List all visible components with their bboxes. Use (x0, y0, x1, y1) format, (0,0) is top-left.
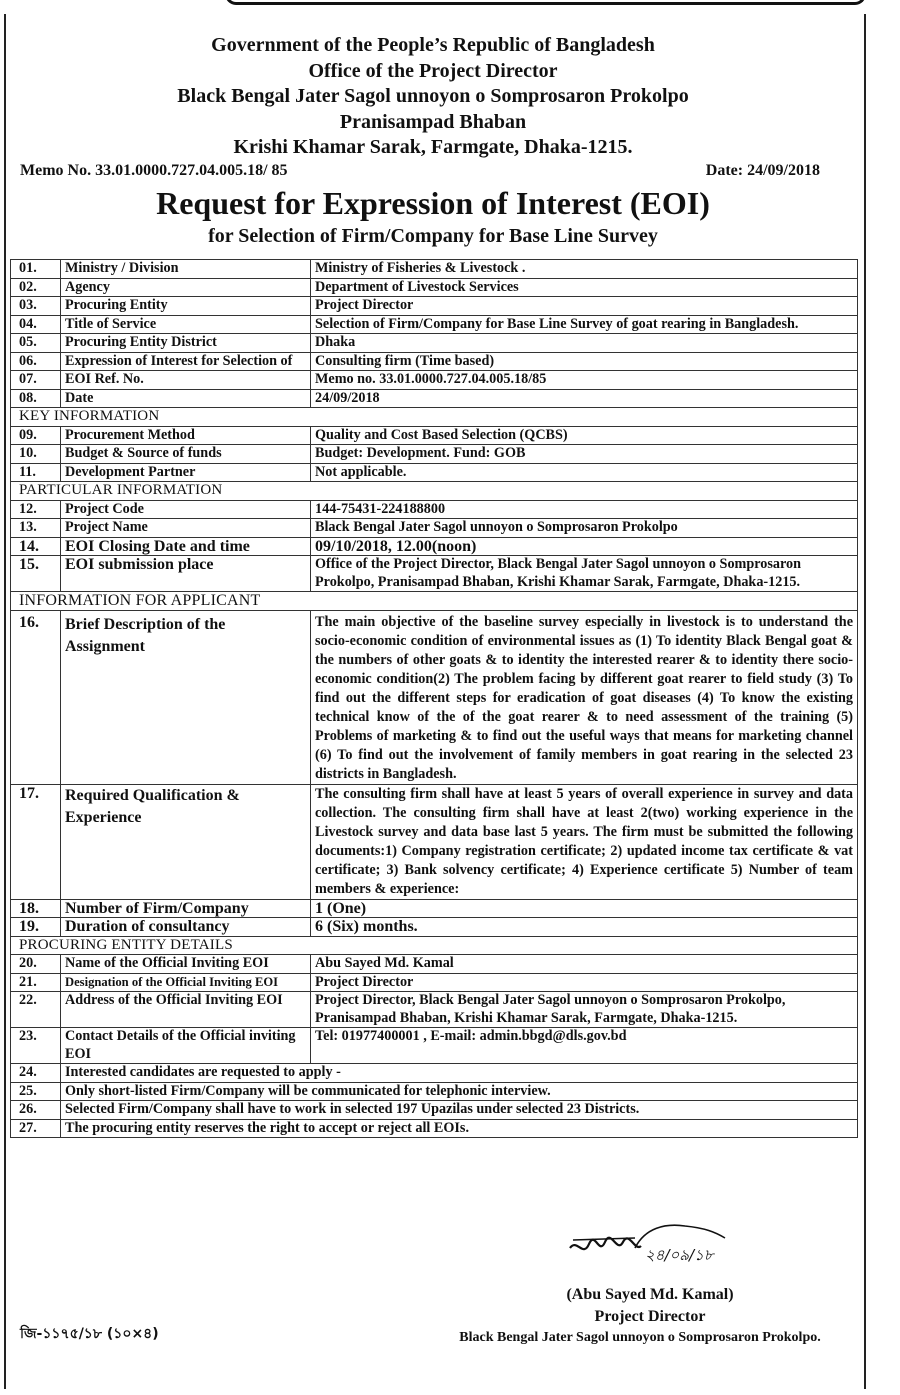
row-number: 10. (11, 445, 61, 464)
table-row (11, 315, 858, 334)
row-label: Title of Service (61, 315, 311, 334)
table-row (11, 1119, 858, 1138)
header-project: Black Bengal Jater Sagol unnoyon o Somprosaron Prokolpo (177, 85, 689, 107)
row-number: 15. (11, 556, 61, 592)
row-value: 6 (Six) months. (311, 918, 858, 937)
row-label: Development Partner (61, 463, 311, 482)
row-value: The consulting firm shall have at least 5 years of overall experience in survey and data collection. The consulting firm shall have at least 2(two) working experience in the Livestock survey and data base last 5 years. The firm must be submitted the following documents:1) Company registration certificate; 2) updated income tax certificate & vat certificate; 3) Bank solvency certificate; 4) Experience certificate 5) Number of team members & experience: (311, 784, 858, 899)
table-row (11, 260, 858, 279)
table-row (11, 1064, 858, 1083)
section-key-information: KEY INFORMATION (11, 408, 858, 427)
row-label: Name of the Official Inviting EOI (61, 955, 311, 974)
row-number: 25. (11, 1082, 61, 1101)
row-label: Procuring Entity (61, 297, 311, 316)
row-number: 26. (11, 1101, 61, 1120)
row-number: 21. (11, 973, 61, 992)
row-value: Abu Sayed Md. Kamal (311, 955, 858, 974)
row-label: Duration of consultancy (61, 918, 311, 937)
row-number: 13. (11, 519, 61, 538)
row-value: Black Bengal Jater Sagol unnoyon o Somprosaron Prokolpo (311, 519, 858, 538)
row-label: EOI Ref. No. (61, 371, 311, 390)
eoi-table (10, 259, 858, 1138)
row-value: Not applicable. (311, 463, 858, 482)
table-row (11, 556, 858, 592)
row-label: EOI submission place (61, 556, 311, 592)
row-number: 04. (11, 315, 61, 334)
section-procuring-entity-details: PROCURING ENTITY DETAILS (11, 936, 858, 955)
row-value: 24/09/2018 (311, 389, 858, 408)
row-number: 09. (11, 426, 61, 445)
note-text: Selected Firm/Company shall have to work in selected 197 Upazilas under selected 23 Districts. (61, 1101, 858, 1120)
row-number: 24. (11, 1064, 61, 1083)
row-value: Consulting firm (Time based) (311, 352, 858, 371)
row-label: Procurement Method (61, 426, 311, 445)
row-value: Selection of Firm/Company for Base Line Survey of goat rearing in Bangladesh. (311, 315, 858, 334)
header-government: Government of the People’s Republic of Bangladesh (211, 34, 655, 56)
table-row (11, 426, 858, 445)
row-value: Department of Livestock Services (311, 278, 858, 297)
table-row (11, 500, 858, 519)
row-label: Ministry / Division (61, 260, 311, 279)
row-value: Memo no. 33.01.0000.727.04.005.18/85 (311, 371, 858, 390)
memo-number: Memo No. 33.01.0000.727.04.005.18/ 85 (20, 162, 288, 179)
row-value: Quality and Cost Based Selection (QCBS) (311, 426, 858, 445)
row-value: 09/10/2018, 12.00(noon) (311, 537, 858, 556)
table-row (11, 610, 858, 784)
row-number: 18. (11, 899, 61, 918)
row-number: 17. (11, 784, 61, 899)
document-subtitle: for Selection of Firm/Company for Base Line Survey (208, 225, 658, 247)
row-number: 22. (11, 992, 61, 1028)
table-row (11, 463, 858, 482)
row-number: 27. (11, 1119, 61, 1138)
row-number: 12. (11, 500, 61, 519)
row-label: Expression of Interest for Selection of (61, 352, 311, 371)
table-row (11, 784, 858, 899)
section-heading-row (11, 592, 858, 611)
table-row (11, 955, 858, 974)
table-row (11, 297, 858, 316)
row-label: Brief Description of the Assignment (61, 610, 311, 784)
row-value: Dhaka (311, 334, 858, 353)
note-text: The procuring entity reserves the right to accept or reject all EOIs. (61, 1119, 858, 1138)
table-row (11, 278, 858, 297)
row-value: Project Director (311, 973, 858, 992)
row-value: Project Director (311, 297, 858, 316)
table-row (11, 899, 858, 918)
row-value: 1 (One) (311, 899, 858, 918)
signatory-name: (Abu Sayed Md. Kamal) (566, 1286, 734, 1303)
row-number: 01. (11, 260, 61, 279)
row-value: 144-75431-224188800 (311, 500, 858, 519)
row-label: EOI Closing Date and time (61, 537, 311, 556)
table-row (11, 537, 858, 556)
note-text: Only short-listed Firm/Company will be communicated for telephonic interview. (61, 1082, 858, 1101)
row-label: Agency (61, 278, 311, 297)
row-number: 16. (11, 610, 61, 784)
section-heading-row (11, 936, 858, 955)
footer-code: জি-১১৭৫/১৮ (১০×৪) (20, 1326, 159, 1342)
section-heading-row (11, 482, 858, 501)
row-label: Required Qualification & Experience (61, 784, 311, 899)
row-label: Number of Firm/Company (61, 899, 311, 918)
row-label: Address of the Official Inviting EOI (61, 992, 311, 1028)
signatory-organization: Black Bengal Jater Sagol unnoyon o Somprosaron Prokolpo. (459, 1330, 821, 1345)
row-value: Project Director, Black Bengal Jater Sagol unnoyon o Somprosaron Prokolpo, Pranisampad Bhaban, Krishi Khamar Sarak, Farmgate, Dhaka-1215. (311, 992, 858, 1028)
row-label: Project Name (61, 519, 311, 538)
section-heading-row (11, 408, 858, 427)
memo-line (20, 162, 820, 180)
table-row (11, 918, 858, 937)
row-label: Designation of the Official Inviting EOI (61, 973, 311, 992)
row-number: 07. (11, 371, 61, 390)
row-number: 11. (11, 463, 61, 482)
table-row (11, 1028, 858, 1064)
row-number: 23. (11, 1028, 61, 1064)
header-office: Office of the Project Director (308, 59, 558, 82)
row-value: Ministry of Fisheries & Livestock . (311, 260, 858, 279)
row-label: Procuring Entity District (61, 334, 311, 353)
row-number: 19. (11, 918, 61, 937)
table-row (11, 519, 858, 538)
row-value: Tel: 01977400001 , E-mail: admin.bbgd@dls.gov.bd (311, 1028, 858, 1064)
row-number: 14. (11, 537, 61, 556)
row-label: Date (61, 389, 311, 408)
memo-date: Date: 24/09/2018 (705, 162, 820, 179)
row-number: 02. (11, 278, 61, 297)
table-row (11, 1101, 858, 1120)
row-number: 06. (11, 352, 61, 371)
header-building: Pranisampad Bhaban (339, 110, 527, 133)
row-number: 08. (11, 389, 61, 408)
table-row (11, 334, 858, 353)
table-row (11, 973, 858, 992)
row-value: Office of the Project Director, Black Bengal Jater Sagol unnoyon o Somprosaron Prokolpo, Pranisampad Bhaban, Krishi Khamar Sarak, Farmgate, Dhaka-1215. (311, 556, 858, 592)
row-value: The main objective of the baseline survey especially in livestock is to understand the socio-economic condition of environmental issues as (1) To identity Black Bengal goat & the numbers of other goats & to identity the interested rearer & to identity there socio-economic condition(2) The problem facing by different goat rearer to field study (3) To find out the different steps for eradication of goat diseases (4) To know the existing technical know of the of the goat rearer & to need assessment of the training (5) Problems of marketing & to find out the useful ways that means for marketing channel (6) To find out the involvement of family members in goat rearing in the selected 23 districts in Bangladesh. (311, 610, 858, 784)
document-title: Request for Expression of Interest (EOI) (156, 185, 710, 221)
signatory-title: Project Director (594, 1308, 706, 1325)
table-row (11, 389, 858, 408)
row-number: 20. (11, 955, 61, 974)
handwritten-signature (565, 1218, 745, 1273)
table-row (11, 992, 858, 1028)
section-particular-information: PARTICULAR INFORMATION (11, 482, 858, 501)
table-row (11, 352, 858, 371)
section-information-for-applicant: INFORMATION FOR APPLICANT (11, 592, 858, 611)
table-row (11, 1082, 858, 1101)
note-text: Interested candidates are requested to apply - (61, 1064, 858, 1083)
row-value: Budget: Development. Fund: GOB (311, 445, 858, 464)
table-row (11, 371, 858, 390)
signature-date: ২৪/০৯/১৮ (645, 1246, 714, 1264)
row-number: 03. (11, 297, 61, 316)
letterhead (0, 33, 866, 161)
row-label: Budget & Source of funds (61, 445, 311, 464)
top-border-decoration (225, 0, 866, 5)
table-row (11, 445, 858, 464)
header-address: Krishi Khamar Sarak, Farmgate, Dhaka-1215. (233, 136, 633, 158)
row-label: Project Code (61, 500, 311, 519)
row-number: 05. (11, 334, 61, 353)
row-label: Contact Details of the Official inviting EOI (61, 1028, 311, 1064)
